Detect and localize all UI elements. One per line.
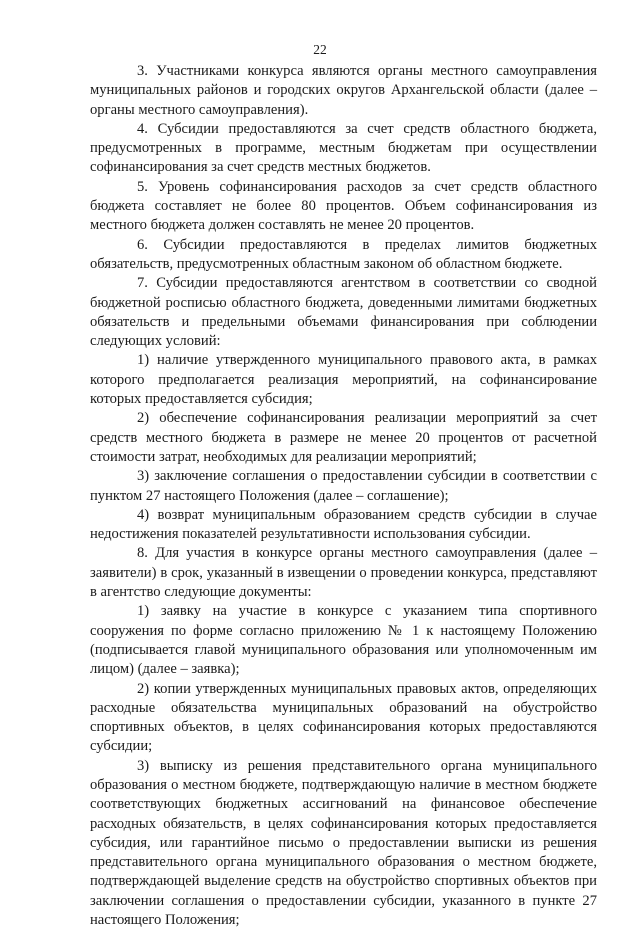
paragraph-item-7-3: 3) заключение соглашения о предоставлении субсидии в соответствии с пунктом 27 настоящего Положения (далее – соглашение); — [90, 468, 597, 504]
paragraph-item-4: 4. Субсидии предоставляются за счет средств областного бюджета, предусмотренных в программе, местным бюджетам при осуществлении софинансирования за счет средств местных бюджетов. — [90, 120, 597, 176]
paragraph-item-7: 7. Субсидии предоставляются агентством в соответствии со сводной бюджетной росписью областного бюджета, доведенными лимитами бюджетных обязательств и предельными объемами финансирования при соблюдении следующих условий: — [90, 275, 597, 350]
page-number: 22 — [313, 42, 327, 57]
paragraph-item-8-1: 1) заявку на участие в конкурсе с указанием типа спортивного сооружения по форме согласно приложению № 1 к настоящему Положению (подписывается главой муниципального образования или уполномоченным им лицом) (далее – заявка); — [90, 603, 597, 678]
document-body — [90, 62, 597, 930]
paragraph-item-3: 3. Участниками конкурса являются органы местного самоуправления муниципальных районов и городских округов Архангельской области (далее – органы местного самоуправления). — [90, 63, 597, 118]
paragraph-item-7-2: 2) обеспечение софинансирования реализации мероприятий за счет средств местного бюджета в размере не менее 20 процентов от расчетной стоимости затрат, необходимых для реализации мероприятий; — [90, 410, 597, 465]
paragraph-item-7-1: 1) наличие утвержденного муниципального правового акта, в рамках которого предполагается реализация мероприятий, на софинансирование которых предоставляется субсидия; — [90, 352, 597, 408]
paragraph-item-8-2: 2) копии утвержденных муниципальных правовых актов, определяющих расходные обязательства муниципальных образований на обустройство спортивных объектов, в целях софинансирования которых предоставляются субсидии; — [90, 680, 597, 755]
paragraph-item-8-3: 3) выписку из решения представительного органа муниципального образования о местном бюджете, подтверждающую наличие в местном бюджете соответствующих бюджетных ассигнований на финансовое обеспечение расходных обязательств, в целях софинансирования которых предоставляется субсидия, или гарантийное письмо о предоставлении выписки из решения представительного органа муниципального образования о местном бюджете, подтверждающей выделение средств на обустройство спортивных объектов при заключении соглашения о предоставлении субсидии, указанного в пункте 27 настоящего Положения; — [90, 757, 597, 929]
paragraph-item-6: 6. Субсидии предоставляются в пределах лимитов бюджетных обязательств, предусмотренных областным законом об областном бюджете. — [90, 236, 597, 272]
paragraph-item-5: 5. Уровень софинансирования расходов за счет средств областного бюджета составляет не более 80 процентов. Объем софинансирования из местного бюджета должен составлять не менее 20 процентов. — [90, 178, 597, 234]
paragraph-item-7-4: 4) возврат муниципальным образованием средств субсидии в случае недостижения показателей результативности использования субсидии. — [90, 506, 597, 543]
paragraph-item-8: 8. Для участия в конкурсе органы местного самоуправления (далее – заявители) в срок, указанный в извещении о проведении конкурса, представляют в агентство следующие документы: — [90, 545, 597, 601]
